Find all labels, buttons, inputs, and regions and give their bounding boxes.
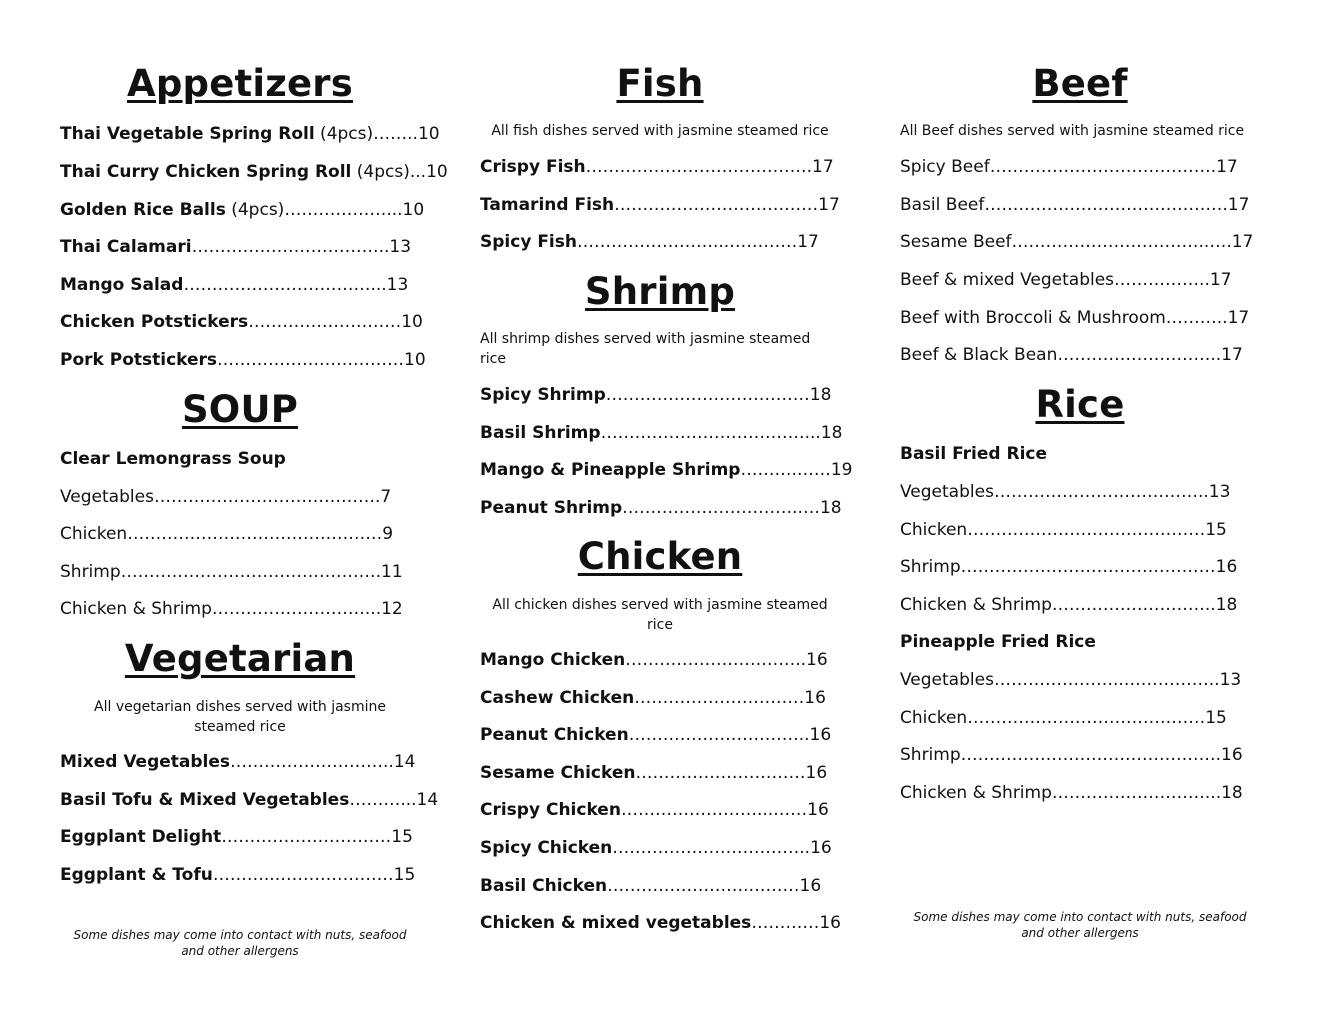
menu-item: Crispy Chicken……………………...……16 — [480, 800, 829, 820]
column-left — [60, 0, 448, 1020]
menu-item: Basil Chicken…………………….………16 — [480, 876, 822, 896]
beef-title: Beef — [1032, 62, 1128, 105]
menu-item: Vegetables………………………………….7 — [60, 487, 392, 507]
menu-item: Chicken & Shrimp………………………..18 — [900, 595, 1238, 615]
menu-item: Chicken & Shrimp………………………...12 — [60, 599, 403, 619]
menu-item: Pork Potstickers……………………………10 — [60, 350, 426, 370]
fish-title: Fish — [616, 62, 704, 105]
shrimp-note: All shrimp dishes served with jasmine steamed rice — [480, 331, 811, 367]
menu-item: Vegetables………………………………..13 — [900, 482, 1231, 502]
menu-item: Chicken & Shrimp………………………...18 — [900, 783, 1243, 803]
menu-item: Tamarind Fish………………………………17 — [480, 195, 840, 215]
column-middle — [480, 0, 853, 1020]
menu-item: Basil Beef…………………………………….17 — [900, 195, 1250, 215]
vegetarian-note: All vegetarian dishes served with jasmine steamed rice — [94, 699, 386, 735]
appetizers-title: Appetizers — [127, 62, 353, 105]
menu-item: Shrimp………………………………………16 — [900, 557, 1238, 577]
menu-item: Peanut Shrimp…………………………..…18 — [480, 498, 842, 518]
menu-item: Crispy Fish………………………………….17 — [480, 157, 834, 177]
beef-note: All Beef dishes served with jasmine steamed rice — [900, 123, 1245, 139]
menu-item: Beef & mixed Vegetables……………..17 — [900, 270, 1232, 290]
menu-item: Shrimp……………………………………….16 — [900, 745, 1243, 765]
menu-item: Mango Salad……………………………...13 — [60, 275, 409, 295]
chicken-title: Chicken — [577, 535, 743, 578]
menu-item: Spicy Chicken……………………………..16 — [480, 838, 832, 858]
menu-item: Thai Vegetable Spring Roll (4pcs)……..10 — [60, 124, 440, 144]
chicken-note: All chicken dishes served with jasmine steamed rice — [492, 597, 828, 633]
menu-item: Eggplant Delight…………………………15 — [60, 827, 413, 847]
menu-item: Spicy Shrimp………………………………18 — [480, 385, 832, 405]
menu-item: Chicken……………………………………15 — [900, 520, 1227, 540]
menu-item: Mixed Vegetables………………………..14 — [60, 752, 416, 772]
menu-item: Golden Rice Balls (4pcs)………………...10 — [60, 200, 425, 220]
column-right — [900, 0, 1260, 1020]
menu-item: Vegetables…………………..……………..13 — [900, 670, 1242, 690]
basil-fried-rice-heading: Basil Fried Rice — [900, 444, 1047, 464]
menu-item: Thai Calamari……………………………..13 — [60, 237, 412, 257]
vegetarian-title: Vegetarian — [124, 637, 356, 680]
menu-item: Cashew Chicken…………………………16 — [480, 688, 826, 708]
menu-item: Spicy Fish……………………...…………17 — [480, 232, 819, 252]
menu-item: Peanut Chicken…………………………..16 — [480, 725, 832, 745]
menu-item: Mango & Pineapple Shrimp……….……19 — [480, 460, 853, 480]
allergy-notice: Some dishes may come into contact with nuts, seafood and other allergens — [73, 928, 407, 958]
menu-item: Spicy Beef………………………………….17 — [900, 157, 1238, 177]
shrimp-title: Shrimp — [584, 270, 736, 313]
menu-item: Basil Tofu & Mixed Vegetables………...14 — [60, 790, 439, 810]
rice-title: Rice — [1035, 383, 1125, 426]
soup-title: SOUP — [181, 388, 299, 431]
menu-item: Shrimp……………………………………….11 — [60, 562, 403, 582]
menu-item: Sesame Chicken…………………………16 — [480, 763, 828, 783]
menu-item: Thai Curry Chicken Spring Roll (4pcs)...10 — [60, 162, 448, 182]
soup-subheading: Clear Lemongrass Soup — [60, 449, 286, 469]
menu-item: Mango Chicken…………………………..16 — [480, 650, 828, 670]
menu-item: Chicken & mixed vegetables…………16 — [480, 913, 841, 933]
fish-note: All fish dishes served with jasmine steamed rice — [491, 123, 829, 139]
menu-item: Eggplant & Tofu………..…………………15 — [60, 865, 416, 885]
menu-item: Chicken Potstickers………………………10 — [60, 312, 423, 332]
menu-item: Sesame Beef……………………………..….17 — [900, 232, 1254, 252]
menu-item: Beef & Black Bean………………………..17 — [900, 345, 1243, 365]
menu-item: Chicken………………………………………9 — [60, 524, 394, 544]
pineapple-fried-rice-heading: Pineapple Fried Rice — [900, 632, 1096, 652]
allergy-notice: Some dishes may come into contact with nuts, seafood and other allergens — [913, 910, 1247, 940]
menu-item: Basil Shrimp………………………………...18 — [480, 423, 843, 443]
menu-item: Chicken……………………………………15 — [900, 708, 1227, 728]
menu-item: Beef with Broccoli & Mushroom………..17 — [900, 308, 1250, 328]
